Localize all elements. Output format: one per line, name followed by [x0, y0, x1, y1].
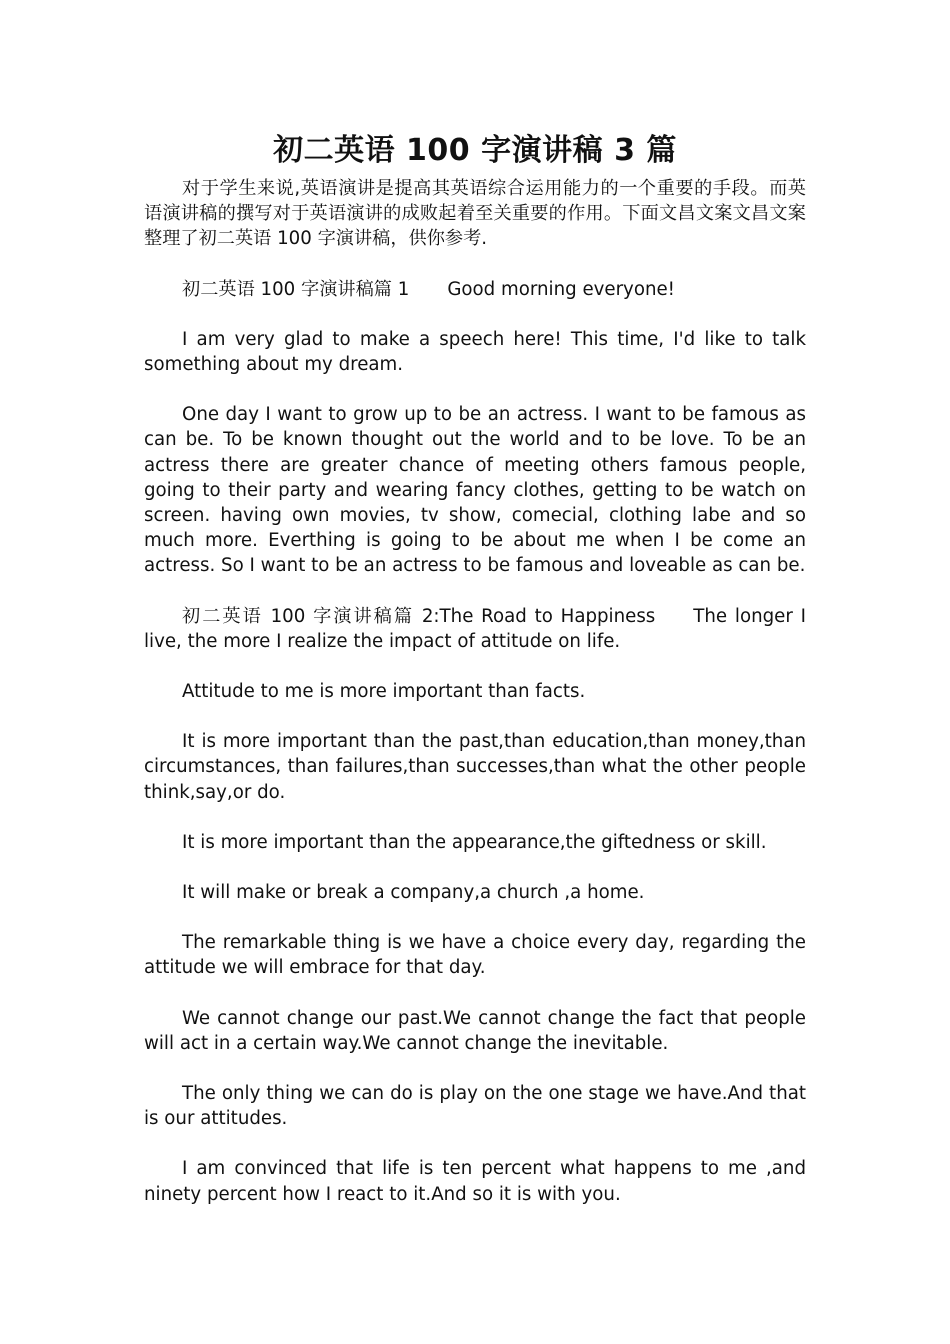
speech2-paragraph: The only thing we can do is play on the one stage we have.And that is our attitudes.: [144, 1083, 806, 1130]
speech2-paragraph: It will make or break a company,a church ,a home.: [182, 882, 645, 904]
speech2-paragraph: We cannot change our past.We cannot change the fact that people will act in a certain way.We cannot change the inevitable.: [144, 1007, 806, 1054]
speech2-heading-line: [144, 604, 806, 654]
speech1-paragraph: I am very glad to make a speech here! This time, I'd like to talk something about my dream.: [144, 328, 806, 376]
speech2-paragraph: The remarkable thing is we have a choice every day, regarding the attitude we will embrace for that day.: [144, 932, 806, 979]
speech1-heading-line: [144, 277, 806, 302]
document-body: [144, 176, 806, 1232]
speech2-heading: 初二英语 100 字演讲稿篇 2:The Road to Happiness: [182, 605, 656, 627]
intro-paragraph: 对于学生来说,英语演讲是提高其英语综合运用能力的一个重要的手段。而英语演讲稿的撰写对于英语演讲的成败起着至关重要的作用。下面文昌文案文昌文案整理了初二英语 100 字演讲稿，供你参考.: [144, 178, 806, 250]
speech2-paragraph: I am convinced that life is ten percent what happens to me ,and ninety percent how I react to it.And so it is with you.: [144, 1158, 806, 1205]
speech1-paragraph: One day I want to grow up to be an actress. I want to be famous as can be. To be known thought out the world and to be love. To be an actress there are greater chance of meeting others famous people, going to their party and wearing fancy clothes, getting to be watch on screen. having own movies, tv show, comecial, clothing labe and so much more. Everthing is going to be about me when I be come an actress. So I want to be an actress to be famous and loveable as can be.: [144, 404, 806, 577]
speech2-first-line: The longer I live, the more I realize the impact of attitude on life.: [144, 605, 806, 652]
speech1-greeting: Good morning everyone!: [447, 278, 675, 300]
document-title: 初二英语 100 字演讲稿 3 篇: [273, 133, 677, 168]
speech1-heading: 初二英语 100 字演讲稿篇 1: [182, 278, 410, 300]
speech2-paragraph: Attitude to me is more important than facts.: [182, 681, 586, 703]
speech2-paragraph: It is more important than the past,than education,than money,than circumstances, than failures,than successes,than what the other people think,say,or do.: [144, 731, 806, 803]
speech2-paragraph: It is more important than the appearance,the giftedness or skill.: [182, 831, 767, 853]
